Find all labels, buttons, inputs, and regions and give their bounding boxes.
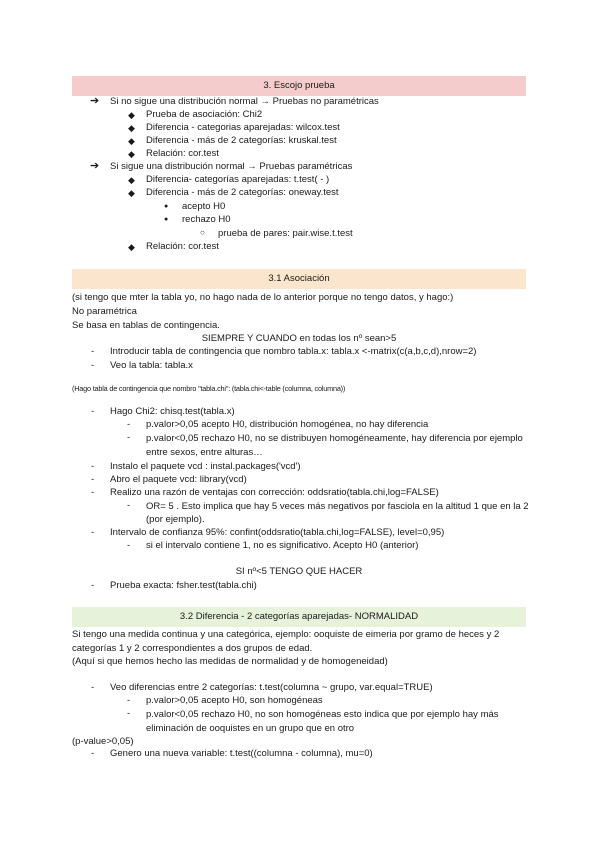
list-item: Relación: cor.test xyxy=(146,241,219,252)
list-item: Relación: cor.test xyxy=(146,148,219,159)
dash-icon: - xyxy=(91,360,95,371)
list-item: Genero una nueva variable: t.test((columna - columna), mu=0) xyxy=(110,748,373,759)
list-item: rechazo H0 xyxy=(182,214,231,225)
paragraph: Se basa en tablas de contingencia. xyxy=(72,320,220,331)
section-3-1-heading: 3.1 Asociación xyxy=(72,269,526,289)
list-item: p.valor<0,05 rechazo H0, no son homogéneas esto indica que por ejemplo hay más eliminación de ooquistes en un grupo que en otro xyxy=(146,709,499,734)
paragraph: (p-value>0,05) xyxy=(72,736,134,747)
list-item: OR= 5 . Esto implica que hay 5 veces más negativos por fasciola en la altitud 1 que en la 2 (por ejemplo). xyxy=(146,501,529,525)
dash-icon: - xyxy=(127,708,131,719)
section-3-2-heading: 3.2 Diferencia - 2 categorías aparejadas- NORMALIDAD xyxy=(72,607,526,627)
dash-icon: - xyxy=(91,474,95,485)
bullet-icon: ● xyxy=(164,203,169,210)
paragraph: (si tengo que mter la tabla yo, no hago nada de lo anterior porque no tengo datos, y hago:) xyxy=(72,292,454,303)
list-item: p.valor<0,05 rechazo H0, no se distribuyen homogéneamente, hay diferencia por ejemplo entre sexos, entre alturas… xyxy=(146,433,523,458)
diamond-icon: ◆ xyxy=(128,188,135,198)
dash-icon: - xyxy=(127,695,131,706)
small-note: (Hago tabla de contingencia que nombro "tabla.chi": (tabla.chi<-table (columna, columna)) xyxy=(72,384,346,393)
dash-icon: - xyxy=(91,346,95,357)
dash-icon: - xyxy=(91,406,95,417)
diamond-icon: ◆ xyxy=(128,175,135,185)
dash-icon: - xyxy=(91,748,95,759)
diamond-icon: ◆ xyxy=(128,110,135,120)
list-item: Introducir tabla de contingencia que nombro tabla.x: tabla.x <-matrix(c(a,b,c,d),nrow=2) xyxy=(110,346,477,357)
bullet-icon: ● xyxy=(164,216,169,223)
diamond-icon: ◆ xyxy=(128,149,135,159)
dash-icon: - xyxy=(91,682,95,693)
list-item: Diferencia - más de 2 categorías: oneway.test xyxy=(146,187,339,198)
paragraph: Si tengo una medida continua y una categórica, ejemplo: ooquiste de eimeria por gramo de heces y 2 categorías 1 y 2 correspondientes a dos grupos de edad. xyxy=(72,629,500,654)
diamond-icon: ◆ xyxy=(128,136,135,146)
centered-note: SI nº<5 TENGO QUE HACER xyxy=(235,566,363,577)
dash-icon: - xyxy=(91,580,95,591)
list-item: Prueba de asociación: Chi2 xyxy=(146,109,263,120)
list-item: Intervalo de confianza 95%: confint(oddsratio(tabla.chi,log=FALSE), level=0,95) xyxy=(110,527,445,538)
list-item: Realizo una razón de ventajas con corrección: oddsratio(tabla.chi,log=FALSE) xyxy=(110,487,439,498)
dash-icon: - xyxy=(91,527,95,538)
list-item: p.valor>0,05 acepto H0, son homogéneas xyxy=(146,695,323,706)
arrow-icon: ➔ xyxy=(90,160,100,172)
list-item: Veo diferencias entre 2 categorías: t.test(columna ~ grupo, var.equal=TRUE) xyxy=(110,682,433,693)
dash-icon: - xyxy=(127,432,131,443)
paragraph: No paramétrica xyxy=(72,306,137,317)
list-item: Hago Chi2: chisq.test(tabla.x) xyxy=(110,406,235,417)
list-item: acepto H0 xyxy=(182,201,226,212)
dash-icon: - xyxy=(127,540,131,551)
list-item: Prueba exacta: fsher.test(tabla.chi) xyxy=(110,580,257,591)
dash-icon: - xyxy=(91,487,95,498)
diamond-icon: ◆ xyxy=(128,242,135,252)
list-item: Instalo el paquete vcd : instal.packages('vcd') xyxy=(110,461,301,472)
list-item: Diferencia - más de 2 categorías: kruskal.test xyxy=(146,135,337,146)
no-normal-line: Si no sigue una distribución normal → Pruebas no paramétricas xyxy=(110,96,379,107)
list-item: Abro el paquete vcd: library(vcd) xyxy=(110,474,247,485)
dash-icon: - xyxy=(91,461,95,472)
dash-icon: - xyxy=(127,500,131,511)
list-item: Diferencia- categorías aparejadas: t.test( - ) xyxy=(146,174,330,185)
list-item: Diferencia - categorias aparejadas: wilcox.test xyxy=(146,122,340,133)
dash-icon: - xyxy=(127,419,131,430)
section-3-heading: 3. Escojo prueba xyxy=(72,76,526,96)
diamond-icon: ◆ xyxy=(128,123,135,133)
normal-line: Si sigue una distribución normal → Pruebas paramétricas xyxy=(110,161,353,172)
arrow-icon: ➔ xyxy=(90,95,100,107)
paragraph: (Aquí si que hemos hecho las medidas de normalidad y de homogeneidad) xyxy=(72,656,388,667)
list-item: Veo la tabla: tabla.x xyxy=(110,360,193,371)
list-item: prueba de pares: pair.wise.t.test xyxy=(218,228,353,239)
circle-icon: ○ xyxy=(200,228,205,237)
list-item: p.valor>0,05 acepto H0, distribución homogénea, no hay diferencia xyxy=(146,419,429,430)
list-item: si el intervalo contiene 1, no es significativo. Acepto H0 (anterior) xyxy=(146,540,419,551)
centered-note: SIEMPRE Y CUANDO en todas los nº sean>5 xyxy=(201,333,397,344)
